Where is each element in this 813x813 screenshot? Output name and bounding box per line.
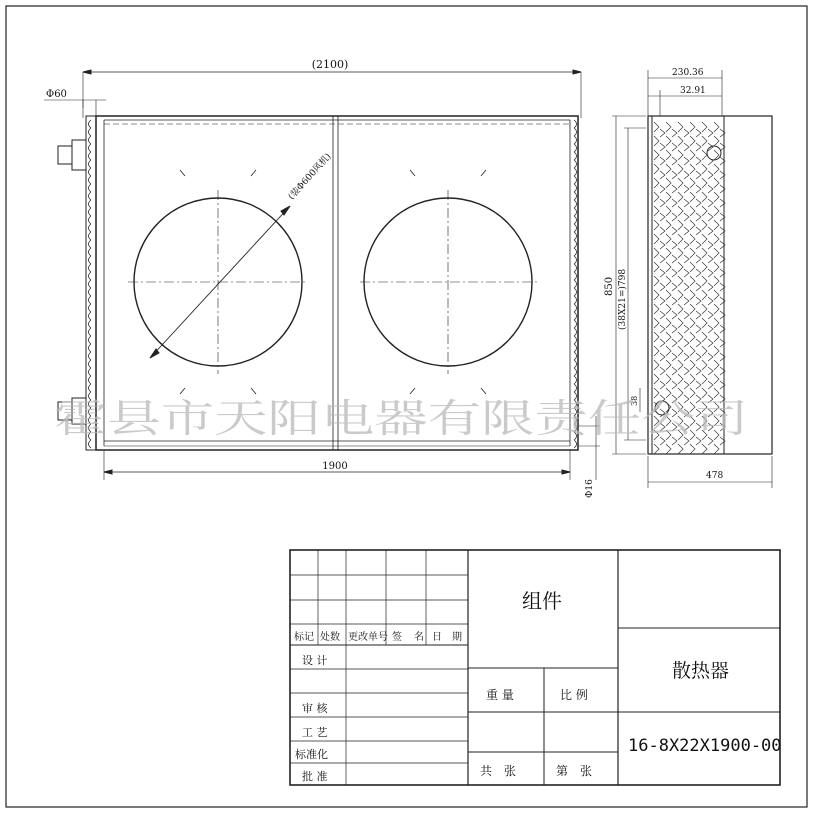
dim-core-height: (38X21=)798 <box>618 268 628 330</box>
rev-header-change-no: 更改单号 <box>348 632 388 643</box>
dim-total-width: (2100) <box>311 58 349 71</box>
dim-outlet-diameter: Φ16 <box>585 479 595 498</box>
dim-side-width: 478 <box>706 471 724 481</box>
fan-right <box>360 170 540 394</box>
sheet-number-label: 第 张 <box>556 764 593 778</box>
part-name: 散热器 <box>672 660 730 682</box>
rev-header-mark: 标记 <box>294 632 314 643</box>
scale-label: 比 例 <box>560 688 588 702</box>
dim-overall-height: 850 <box>604 276 615 296</box>
dim-depth-inner: 32.91 <box>680 86 706 96</box>
rev-header-date: 期 <box>452 632 462 643</box>
role-review: 审 核 <box>302 702 328 715</box>
rev-header-name: 名 <box>414 632 424 643</box>
fan-left <box>128 170 308 394</box>
role-process: 工 艺 <box>302 726 328 739</box>
drawing-number: 16-8X22X1900-00 <box>628 736 782 756</box>
dim-fan-note: (装Φ600风机) <box>286 151 334 203</box>
role-standardization: 标准化 <box>295 748 328 761</box>
dim-depth-outer: 230.36 <box>672 68 704 78</box>
rev-header-day: 日 <box>432 632 442 643</box>
watermark: 霍县市天阳电器有限责任公司 <box>54 397 748 442</box>
total-sheets-label: 共 张 <box>480 764 517 778</box>
dim-pitch: 38 <box>630 395 639 406</box>
rev-header-sign: 签 <box>392 632 402 643</box>
role-design: 设 计 <box>302 654 328 667</box>
dim-core-width: 1900 <box>322 461 348 472</box>
role-approve: 批 准 <box>302 770 328 783</box>
rev-header-count: 处数 <box>320 632 340 643</box>
assembly-label: 组件 <box>522 589 562 613</box>
weight-label: 重 量 <box>486 688 514 702</box>
dim-inlet-diameter: Φ60 <box>46 89 67 100</box>
